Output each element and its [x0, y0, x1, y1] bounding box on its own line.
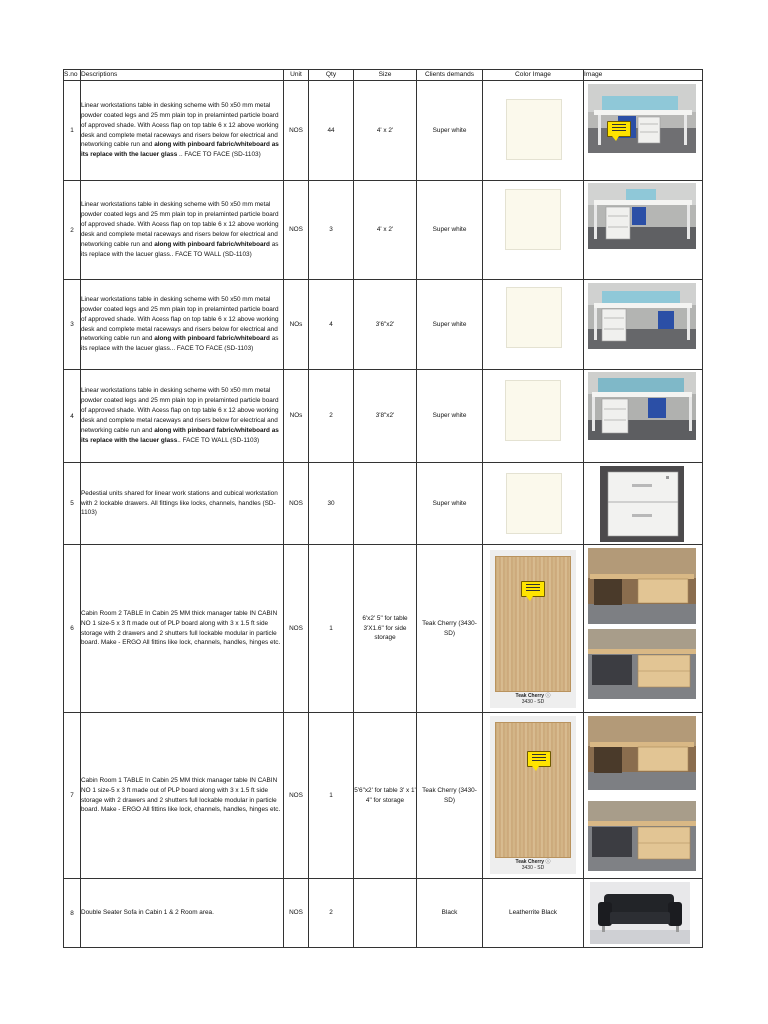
cabin-table-photo [588, 629, 696, 699]
row-unit: NOS [284, 463, 309, 545]
row-qty: 4 [309, 280, 354, 370]
swatch-label: Teak Cherry ⓘ 3430 - SD [515, 693, 551, 705]
row-client-demand: Super white [417, 81, 483, 181]
row-color-image [483, 713, 584, 879]
row-unit: NOS [284, 545, 309, 713]
row-size: 3'6"x2' [354, 280, 417, 370]
workstation-photo [588, 84, 696, 153]
row-image [584, 81, 703, 181]
teak-cherry-swatch [490, 716, 576, 874]
row-qty: 1 [309, 713, 354, 879]
row-sno: 7 [64, 713, 81, 879]
row-image [584, 370, 703, 463]
row-description: Linear workstations table in desking scheme with 50 x50 mm metal powder coated legs and 25 mm plain top in prelaminted particle board of approved shade. With Acess flap on top table 6 x 12 above working desk and complete metal raceways and risers below for electrical and networking cable run and along with pinboard fabric/whiteboard as its replace with the lacuer glass.. FACE TO WALL (SD-1103) [81, 370, 284, 463]
row-client-demand: Teak Cherry (3430-SD) [417, 545, 483, 713]
row-unit: NOS [284, 879, 309, 948]
row-sno: 3 [64, 280, 81, 370]
row-client-demand: Super white [417, 280, 483, 370]
row-description: Linear workstations table in desking scheme with 50 x50 mm metal powder coated legs and 25 mm plain top in prelaminted particle board of approved shade. With Acess flap on top table 6 x 12 above working desk and complete metal raceways and risers below for electrical and networking cable run and along with pinboard fabric/whiteboard as its replace with the lacuer glass .. FACE TO FACE (SD-1103) [81, 81, 284, 181]
comment-icon[interactable] [521, 581, 545, 597]
table-row [64, 280, 703, 370]
teak-cherry-swatch [490, 550, 576, 708]
comment-icon[interactable] [527, 751, 551, 767]
header-unit: Unit [284, 70, 309, 81]
row-sno: 5 [64, 463, 81, 545]
row-sno: 1 [64, 81, 81, 181]
table-row [64, 879, 703, 948]
boq-table [63, 69, 703, 948]
row-description: Pedestial units shared for linear work stations and cubical workstation with 2 lockable drawers. All fittings like locks, channels, handles (SD-1103) [81, 463, 284, 545]
row-color-image [483, 370, 584, 463]
row-size [354, 879, 417, 948]
row-image [584, 713, 703, 879]
row-client-demand: Black [417, 879, 483, 948]
row-color-image: Leatherrite Black [483, 879, 584, 948]
row-unit: NOS [284, 713, 309, 879]
header-color-image: Color Image [483, 70, 584, 81]
row-size: 4' x 2' [354, 81, 417, 181]
workstation-photo [588, 183, 696, 249]
row-qty: 3 [309, 181, 354, 280]
header-image: Image [584, 70, 703, 81]
cabin-table-photo [588, 801, 696, 871]
row-unit: NOs [284, 280, 309, 370]
row-description: Linear workstations table in desking scheme with 50 x50 mm metal powder coated legs and 25 mm plain top in prelaminted particle board of approved shade. With Acess flap on top table 6 x 12 above working desk and complete metal raceways and risers below for electrical and networking cable run and along with pinboard fabric/whiteboard as its replace with the lacuer glass... FACE TO FACE (SD-1103) [81, 280, 284, 370]
cabin-table-photo [588, 548, 696, 624]
row-description: Double Seater Sofa in Cabin 1 & 2 Room area. [81, 879, 284, 948]
header-descriptions: Descriptions [81, 70, 284, 81]
row-unit: NOS [284, 81, 309, 181]
row-size [354, 463, 417, 545]
row-qty: 2 [309, 370, 354, 463]
row-size: 6'x2' 5" for table 3'X1.6" for side storage [354, 545, 417, 713]
sofa-photo [590, 882, 690, 944]
row-sno: 2 [64, 181, 81, 280]
white-swatch [506, 473, 562, 534]
row-sno: 8 [64, 879, 81, 948]
header-size: Size [354, 70, 417, 81]
cabin-table-photo [588, 716, 696, 790]
row-color-image [483, 280, 584, 370]
table-row [64, 545, 703, 713]
header-sno: S.no [64, 70, 81, 81]
row-qty: 30 [309, 463, 354, 545]
row-description: Cabin Room 1 TABLE In Cabin 25 MM thick manager table IN CABIN NO 1 size-5 x 3 ft made out of PLP board along with 3 x 1.5 ft side storage with 2 drawers and 2 shutters full lockable modular in particle board. Make - ERGO All fittins like lock, channels, handles, hinges etc. [81, 713, 284, 879]
white-swatch [506, 99, 562, 160]
swatch-label: Teak Cherry ⓘ 3430 - SD [515, 859, 551, 871]
row-qty: 2 [309, 879, 354, 948]
row-description: Linear workstations table in desking scheme with 50 x50 mm metal powder coated legs and 25 mm plain top in prelaminted particle board of approved shade. With Acess flap on top table 6 x 12 above working desk and complete metal raceways and risers below for electrical and networking cable run and along with pinboard fabric/whiteboard as its replace with the lacuer glass.. FACE TO WALL (SD-1103) [81, 181, 284, 280]
workstation-photo [588, 283, 696, 349]
header-row [64, 70, 703, 81]
row-color-image [483, 463, 584, 545]
white-swatch [505, 189, 561, 250]
row-image [584, 879, 703, 948]
row-image [584, 280, 703, 370]
comment-icon[interactable] [607, 121, 631, 137]
row-size: 3'8"x2' [354, 370, 417, 463]
row-color-image [483, 81, 584, 181]
row-qty: 1 [309, 545, 354, 713]
table-row [64, 370, 703, 463]
row-sno: 4 [64, 370, 81, 463]
table-row [64, 181, 703, 280]
row-size: 5'6"x2' for table 3' x 1' 4" for storage [354, 713, 417, 879]
row-client-demand: Super white [417, 181, 483, 280]
row-client-demand: Teak Cherry (3430-SD) [417, 713, 483, 879]
row-client-demand: Super white [417, 370, 483, 463]
workstation-photo [588, 372, 696, 440]
row-image [584, 181, 703, 280]
table-row [64, 713, 703, 879]
row-color-image [483, 545, 584, 713]
table-row [64, 81, 703, 181]
row-unit: NOS [284, 181, 309, 280]
row-qty: 44 [309, 81, 354, 181]
row-unit: NOs [284, 370, 309, 463]
row-sno: 6 [64, 545, 81, 713]
row-client-demand: Super white [417, 463, 483, 545]
row-description: Cabin Room 2 TABLE In Cabin 25 MM thick manager table IN CABIN NO 1 size-5 x 3 ft made out of PLP board along with 3 x 1.5 ft side storage with 2 drawers and 2 shutters full lockable modular in particle board. Make - ERGO All fittins like lock, channels, handles, hinges etc. [81, 545, 284, 713]
header-qty: Qty [309, 70, 354, 81]
table-row [64, 463, 703, 545]
row-size: 4' x 2' [354, 181, 417, 280]
header-clients-demands: Clients demands [417, 70, 483, 81]
pedestal-photo [600, 466, 684, 542]
row-image [584, 463, 703, 545]
row-image [584, 545, 703, 713]
row-color-image [483, 181, 584, 280]
white-swatch [505, 380, 561, 441]
white-swatch [506, 287, 562, 348]
